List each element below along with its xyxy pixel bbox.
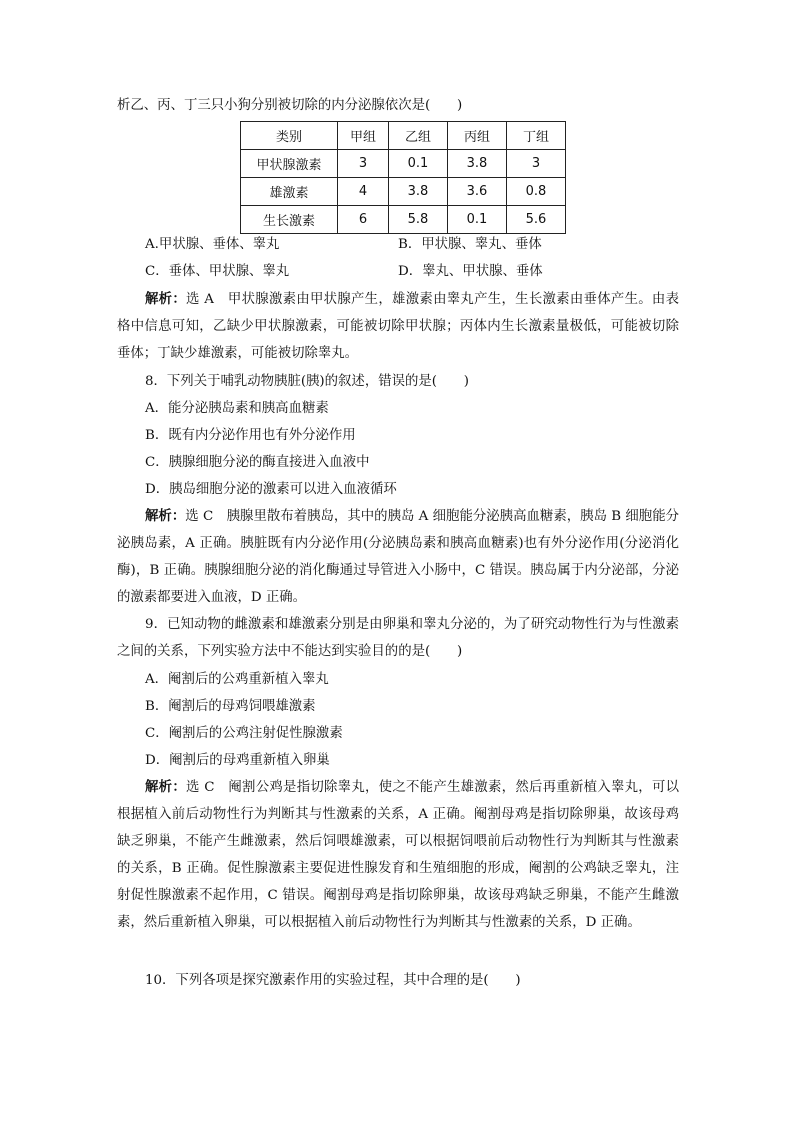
q8-option: D．胰岛细胞分泌的激素可以进入血液循环: [145, 482, 397, 497]
table-header-cell: 甲组: [338, 122, 389, 150]
analysis-label: 解析：: [145, 291, 187, 307]
table-cell: 3: [507, 150, 566, 178]
q9-analysis: [117, 774, 679, 936]
table-cell: 3.8: [448, 150, 507, 178]
q8-analysis: [117, 503, 679, 611]
analysis-label: 解析：: [145, 779, 186, 795]
q7-option-c: C．垂体、甲状腺、睾丸: [145, 264, 290, 279]
table-row: [241, 206, 566, 234]
table-header-cell: 丁组: [507, 122, 566, 150]
q9-option: B．阉割后的母鸡饲喂雄激素: [145, 699, 316, 714]
table-cell: 3.8: [389, 178, 448, 206]
table-header-cell: 类别: [241, 122, 338, 150]
table-cell: 生长激素: [241, 206, 338, 234]
table-cell: 0.8: [507, 178, 566, 206]
table-cell: 4: [338, 178, 389, 206]
table-header-cell: 丙组: [448, 122, 507, 150]
q9-option: A．阉割后的公鸡重新植入睾丸: [145, 672, 329, 687]
table-cell: 3.6: [448, 178, 507, 206]
q8-option: A．能分泌胰岛素和胰高血糖素: [145, 401, 329, 416]
q7-option-d: D．睾丸、甲状腺、垂体: [398, 264, 543, 279]
table-cell: 6: [338, 206, 389, 234]
table-header-cell: 乙组: [389, 122, 448, 150]
table-cell: 0.1: [448, 206, 507, 234]
table-cell: 0.1: [389, 150, 448, 178]
table-cell: 雄激素: [241, 178, 338, 206]
analysis-text: 选 C 阉割公鸡是指切除睾丸，使之不能产生雄激素，然后再重新植入睾丸，可以根据植入前后动物性行为判断其与性激素的关系，A 正确。阉割母鸡是指切除卵巢，故该母鸡缺乏卵巢，不能产生雌激素，然后饲喂雄激素，可以根据饲喂前后动物性行为判断其与性激素的关系，B 正确。促性腺激素主要促进性腺发育和生殖细胞的形成，阉割的公鸡缺乏睾丸，注射促性腺激素不起作用，C 错误。阉割母鸡是指切除卵巢，故该母鸡缺乏卵巢，不能产生雌激素，然后重新植入卵巢，可以根据植入前后动物性行为判断其与性激素的关系，D 正确。: [117, 780, 680, 930]
q8-option: C．胰腺细胞分泌的酶直接进入血液中: [145, 455, 370, 470]
q9-stem: 9．已知动物的雌激素和雄激素分别是由卵巢和睾丸分泌的，为了研究动物性行为与性激素之间的关系，下列实验方法中不能达到实验目的的是( ): [117, 617, 679, 659]
analysis-text: 选 C 胰腺里散布着胰岛，其中的胰岛 A 细胞能分泌胰高血糖素，胰岛 B 细胞能分泌胰岛素，A 正确。胰脏既有内分泌作用(分泌胰岛素和胰高血糖素)也有外分泌作用(分泌消化酶)，B 正确。胰腺细胞分泌的消化酶通过导管进入小肠中，C 错误。胰岛属于内分泌部，分泌的激素都要进入血液，D 正确。: [117, 509, 680, 605]
table-row: [241, 150, 566, 178]
table-cell: 5.6: [507, 206, 566, 234]
q9-option: C．阉割后的公鸡注射促性腺激素: [145, 726, 343, 741]
table-cell: 5.8: [389, 206, 448, 234]
analysis-text: 选 A 甲状腺激素由甲状腺产生，雄激素由睾丸产生，生长激素由垂体产生。由表格中信息可知，乙缺少甲状腺激素，可能被切除甲状腺；丙体内生长激素量极低，可能被切除垂体；丁缺少雄激素，可能被切除睾丸。: [117, 292, 679, 361]
table-cell: 3: [338, 150, 389, 178]
q7-option-b: B．甲状腺、睾丸、垂体: [398, 237, 542, 252]
table-row: [241, 178, 566, 206]
q7-option-a: A.甲状腺、垂体、睾丸: [145, 237, 280, 252]
q8-option: B．既有内分泌作用也有外分泌作用: [145, 428, 356, 443]
table-header-row: [241, 122, 566, 150]
q9-option: D．阉割后的母鸡重新植入卵巢: [145, 753, 330, 768]
q10-stem: 10．下列各项是探究激素作用的实验过程，其中合理的是( ): [145, 973, 521, 988]
hormone-table: [240, 121, 566, 234]
q8-stem: 8．下列关于哺乳动物胰脏(胰)的叙述，错误的是( ): [145, 374, 470, 389]
q7-analysis: [117, 286, 679, 367]
table-cell: 甲状腺激素: [241, 150, 338, 178]
analysis-label: 解析：: [145, 508, 186, 524]
intro-line: 析乙、丙、丁三只小狗分别被切除的内分泌腺依次是( ): [117, 98, 463, 113]
